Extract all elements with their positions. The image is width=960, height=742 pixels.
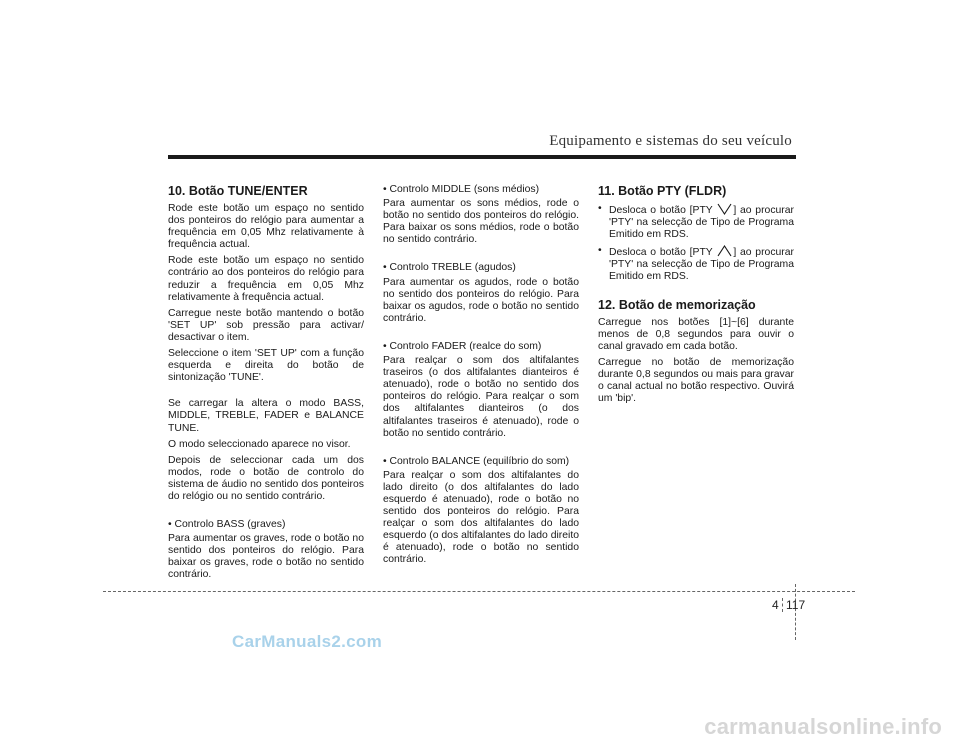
paragraph: O modo seleccionado aparece no visor. (168, 438, 351, 450)
header-rule (168, 155, 796, 159)
middle-title: • Controlo MIDDLE (sons médios) (383, 184, 540, 195)
bass-text: Para aumentar os graves, rode o botão no sentido dos ponteiros do relógio. Para baixar os graves, rode o botão no sentido contrário. (168, 533, 364, 581)
heading-pty: 11. Botão PTY (FLDR) (598, 184, 727, 198)
fader-text: Para realçar o som dos altifalantes traseiros (o dos altifalantes dianteiros é atenuado), rode o botão no sentido dos ponteiros do relógio. Para realçar o som dos altifalantes dianteiros (o dos altifalantes traseiros é atenuado), rode o botão no sentido contrário. (383, 355, 579, 439)
page-number: 117 (786, 598, 806, 612)
balance-text: Para realçar o som dos altifalantes do lado direito (o dos altifalantes do lado esquerdo é atenuado), rode o botão no sentido dos ponteiros do relógio. Para realçar o som dos altifalantes do lado esquerdo (o dos altifalantes do lado direito é atenuado), rode o botão no sentido contrário. (383, 469, 579, 566)
fader-title: • Controlo FADER (realce do som) (383, 340, 542, 352)
column-1 (168, 184, 364, 586)
pty-down-label: Desloca o botão [PTY (609, 205, 713, 216)
watermark-site: carmanualsonline.info (704, 714, 942, 739)
footer-vertical-rule (795, 584, 796, 640)
footer-rule (103, 591, 855, 592)
paragraph: Seleccione o item 'SET UP' com a função esquerda e direita do botão de sintonização 'TUNE'. (168, 348, 364, 384)
heading-tune-enter: 10. Botão TUNE/ENTER (168, 184, 308, 198)
balance-title: • Controlo BALANCE (equilíbrio do som) (383, 455, 570, 467)
paragraph: Depois de seleccionar cada um dos modos, rode o botão de controlo do sistema de áudio no sentido dos ponteiros do relógio ou no sentido contrário. (168, 454, 364, 502)
page-separator (782, 598, 783, 612)
heading-memorizacao: 12. Botão de memorização (598, 297, 756, 312)
middle-text: Para aumentar os sons médios, rode o botão no sentido dos ponteiros do relógio. Para baixar os sons médios, rode o botão no sentido contrário. (383, 198, 579, 246)
bullet: • (598, 245, 602, 257)
pty-down-text: ] ao procurar 'PTY' na selecção de Tipo de Programa Emitido em RDS. (609, 205, 795, 241)
paragraph: Carregue nos botões [1]~[6] durante menos de 0,8 segundos para ouvir o canal gravado em cada botão. (598, 316, 794, 352)
pty-up-label: Desloca o botão [PTY (609, 247, 713, 259)
column-2 (383, 184, 579, 571)
chevron-down-icon (716, 203, 733, 215)
treble-title: • Controlo TREBLE (agudos) (383, 262, 516, 274)
column-3 (598, 184, 794, 409)
paragraph: Se carregar la altera o modo BASS, MIDDLE, TREBLE, FADER e BALANCE TUNE. (168, 398, 364, 434)
paragraph: Rode este botão um espaço no sentido dos ponteiros do relógio para aumentar a frequência em 0,05 Mhz relativamente à frequência actual. (168, 203, 364, 251)
pty-up-text: ] ao procurar 'PTY' na selecção de Tipo de Programa Emitido em RDS. (609, 247, 795, 283)
list-item (598, 203, 794, 241)
list-item (598, 245, 794, 283)
section-title: Equipamento e sistemas do seu veículo (549, 133, 792, 149)
treble-text: Para aumentar os agudos, rode o botão no sentido dos ponteiros do relógio. Para baixar os agudos, rode o botão no sentido contrário. (383, 276, 579, 324)
paragraph: Carregue neste botão mantendo o botão 'SET UP' sob pressão para activar/ desactivar o item. (168, 307, 364, 343)
paragraph: Carregue no botão de memorização durante 0,8 segundos ou mais para gravar o canal actual no botão respectivo. Ouvirá um 'bip'. (598, 356, 794, 405)
watermark-logo: CarManuals2.com (232, 632, 382, 651)
chevron-up-icon (716, 245, 733, 257)
bullet: • (598, 203, 602, 214)
bass-title: • Controlo BASS (graves) (168, 519, 286, 531)
paragraph: Rode este botão um espaço no sentido contrário ao dos ponteiros do relógio para reduzir a frequência em 0,05 Mhz relativamente à frequência actual. (168, 255, 364, 303)
chapter-number: 4 (772, 598, 779, 612)
